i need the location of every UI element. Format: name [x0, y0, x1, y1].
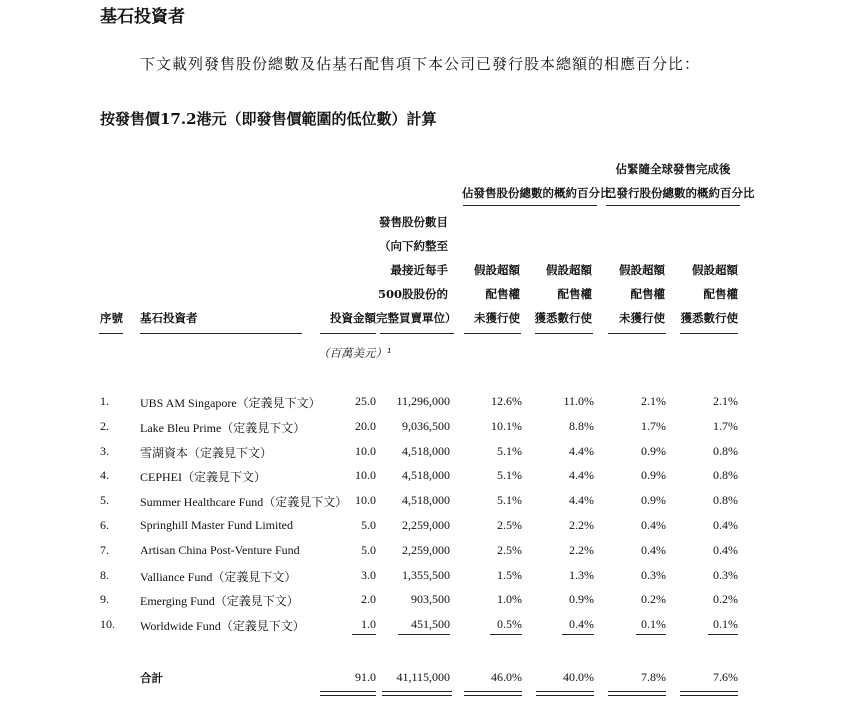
col-shares-line3: 最接近每手	[390, 263, 448, 277]
amount-subtotal-line	[352, 634, 376, 635]
group-header-issued-capital-underline	[606, 205, 740, 206]
row-shares: 1,355,500	[402, 567, 450, 582]
col-pct4-line2: 配售權	[703, 287, 738, 301]
row-shares: 4,518,000	[402, 468, 450, 483]
row-pct2: 8.8%	[569, 418, 594, 433]
pct4-subtotal-line	[708, 634, 738, 635]
col-pct1-line3: 未獲行使	[474, 311, 520, 325]
row-amount: 10.0	[355, 468, 376, 483]
total-amount-double-line	[320, 691, 376, 696]
row-investor: Lake Bleu Prime（定義見下文）	[140, 420, 306, 435]
col-pct3-line1: 假設超額	[619, 263, 665, 277]
col-pct4-underline	[680, 333, 738, 334]
row-amount: 3.0	[361, 567, 376, 582]
col-pct4-line1: 假設超額	[692, 263, 738, 277]
row-pct4: 0.3%	[713, 567, 738, 582]
col-amount-header: 投資金額	[330, 311, 376, 325]
col-pct3-line3: 未獲行使	[619, 311, 665, 325]
row-no: 4.	[100, 468, 109, 483]
row-shares: 4,518,000	[402, 443, 450, 458]
row-no: 3.	[100, 443, 109, 458]
total-pct1: 46.0%	[491, 670, 522, 684]
total-amount: 91.0	[355, 670, 376, 684]
group-header-offer-shares: 佔發售股份總數的概約百分比	[462, 186, 612, 200]
row-pct2: 0.9%	[569, 592, 594, 607]
row-pct1: 1.0%	[497, 592, 522, 607]
row-pct4: 0.2%	[713, 592, 738, 607]
row-pct1: 5.1%	[497, 493, 522, 508]
row-pct4: 0.8%	[713, 468, 738, 483]
row-amount: 10.0	[355, 443, 376, 458]
row-shares: 2,259,000	[402, 542, 450, 557]
pct1-subtotal-line	[490, 634, 522, 635]
row-investor: Worldwide Fund（定義見下文）	[140, 619, 305, 634]
row-pct4: 0.8%	[713, 443, 738, 458]
col-shares-underline	[380, 333, 454, 334]
total-pct3-double-line	[608, 691, 666, 696]
row-no: 10.	[100, 617, 115, 632]
row-pct3: 0.9%	[641, 443, 666, 458]
row-pct1: 10.1%	[491, 418, 522, 433]
row-pct1: 2.5%	[497, 518, 522, 532]
row-amount: 20.0	[355, 418, 376, 433]
row-investor: Summer Healthcare Fund（定義見下文）	[140, 495, 348, 510]
row-amount: 5.0	[361, 542, 376, 557]
row-pct1: 12.6%	[491, 394, 522, 408]
row-pct1: 0.5%	[497, 617, 522, 632]
row-no: 1.	[100, 394, 109, 408]
row-pct3: 0.9%	[641, 493, 666, 508]
row-investor: Artisan China Post-Venture Fund	[140, 542, 300, 557]
pct2-subtotal-line	[562, 634, 594, 635]
row-pct4: 0.4%	[713, 542, 738, 557]
row-shares: 903,500	[411, 592, 450, 607]
row-pct2: 11.0%	[563, 394, 594, 408]
pct3-subtotal-line	[636, 634, 666, 635]
row-no: 5.	[100, 493, 109, 508]
row-shares: 451,500	[411, 617, 450, 632]
row-pct1: 5.1%	[497, 468, 522, 483]
col-pct1-underline	[464, 333, 521, 334]
intro-paragraph: 下文載列發售股份總數及佔基石配售項下本公司已發行股本總額的相應百分比：	[140, 55, 701, 73]
row-investor: Springhill Master Fund Limited	[140, 518, 293, 532]
row-pct2: 1.3%	[569, 567, 594, 582]
row-shares: 9,036,500	[402, 418, 450, 433]
row-pct2: 4.4%	[569, 443, 594, 458]
row-shares: 11,296,000	[396, 394, 450, 408]
row-investor: UBS AM Singapore（定義見下文）	[140, 396, 321, 410]
col-pct3-underline	[608, 333, 666, 334]
row-pct1: 5.1%	[497, 443, 522, 458]
total-pct3: 7.8%	[641, 670, 666, 684]
col-pct3-line2: 配售權	[630, 287, 665, 301]
group-header-issued-capital-line1: 佔緊隨全球發售完成後	[615, 162, 731, 176]
row-pct3: 0.4%	[641, 518, 666, 532]
row-no: 2.	[100, 418, 109, 433]
col-shares-line5: 完整買賣單位）	[376, 311, 457, 325]
row-pct1: 2.5%	[497, 542, 522, 557]
total-shares-double-line	[382, 691, 452, 696]
amount-unit-note: （百萬美元）¹	[318, 346, 392, 360]
col-pct2-line2: 配售權	[557, 287, 592, 301]
row-pct3: 0.1%	[641, 617, 666, 632]
col-no-underline	[99, 333, 123, 334]
row-no: 9.	[100, 592, 109, 607]
col-pct1-line1: 假設超額	[474, 263, 520, 277]
col-pct4-line3: 獲悉數行使	[680, 311, 738, 325]
col-investor-header: 基石投資者	[140, 311, 198, 325]
total-pct2-double-line	[536, 691, 594, 696]
row-pct2: 2.2%	[569, 542, 594, 557]
total-shares: 41,115,000	[396, 670, 450, 684]
row-pct4: 0.1%	[713, 617, 738, 632]
group-header-offer-shares-underline	[463, 205, 597, 206]
row-investor: 雪湖資本（定義見下文）	[140, 445, 273, 460]
row-investor: Emerging Fund（定義見下文）	[140, 594, 299, 609]
row-amount: 2.0	[361, 592, 376, 607]
col-shares-line2: （向下約整至	[379, 239, 448, 253]
row-pct2: 4.4%	[569, 493, 594, 508]
row-pct3: 0.4%	[641, 542, 666, 557]
row-pct3: 1.7%	[641, 418, 666, 433]
row-pct1: 1.5%	[497, 567, 522, 582]
row-investor: CEPHEI（定義見下文）	[140, 470, 267, 485]
row-amount: 5.0	[361, 518, 376, 532]
col-investor-underline	[140, 333, 302, 334]
row-pct4: 2.1%	[713, 394, 738, 408]
row-amount: 10.0	[355, 493, 376, 508]
total-label: 合計	[140, 671, 163, 685]
col-pct2-line1: 假設超額	[546, 263, 592, 277]
row-pct4: 1.7%	[713, 418, 738, 433]
total-pct4-double-line	[680, 691, 738, 696]
row-shares: 4,518,000	[402, 493, 450, 508]
total-pct1-double-line	[464, 691, 522, 696]
page-heading: 基石投資者	[100, 7, 185, 27]
shares-subtotal-line	[398, 634, 450, 635]
row-pct2: 4.4%	[569, 468, 594, 483]
row-pct3: 2.1%	[641, 394, 666, 408]
total-pct4: 7.6%	[713, 670, 738, 684]
row-investor: Valliance Fund（定義見下文）	[140, 569, 297, 584]
row-pct3: 0.9%	[641, 468, 666, 483]
table-subheading: 按發售價17.2港元（即發售價範圍的低位數）計算	[100, 110, 437, 128]
row-pct2: 2.2%	[569, 518, 594, 532]
row-pct2: 0.4%	[569, 617, 594, 632]
row-pct4: 0.4%	[713, 518, 738, 532]
row-amount: 25.0	[355, 394, 376, 408]
col-pct2-line3: 獲悉數行使	[534, 311, 592, 325]
total-pct2: 40.0%	[563, 670, 594, 684]
row-no: 7.	[100, 542, 109, 557]
col-no-header: 序號	[100, 311, 123, 325]
col-shares-line4: 500股股份的	[377, 287, 448, 301]
row-no: 8.	[100, 567, 109, 582]
row-no: 6.	[100, 518, 109, 532]
col-amount-underline	[320, 333, 376, 334]
row-amount: 1.0	[361, 617, 376, 632]
col-pct1-line2: 配售權	[485, 287, 520, 301]
row-pct4: 0.8%	[713, 493, 738, 508]
row-shares: 2,259,000	[402, 518, 450, 532]
col-pct2-underline	[535, 333, 593, 334]
col-shares-line1: 發售股份數目	[379, 215, 448, 229]
group-header-issued-capital-line2: 已發行股份總數的概約百分比	[605, 186, 755, 200]
row-pct3: 0.2%	[641, 592, 666, 607]
row-pct3: 0.3%	[641, 567, 666, 582]
